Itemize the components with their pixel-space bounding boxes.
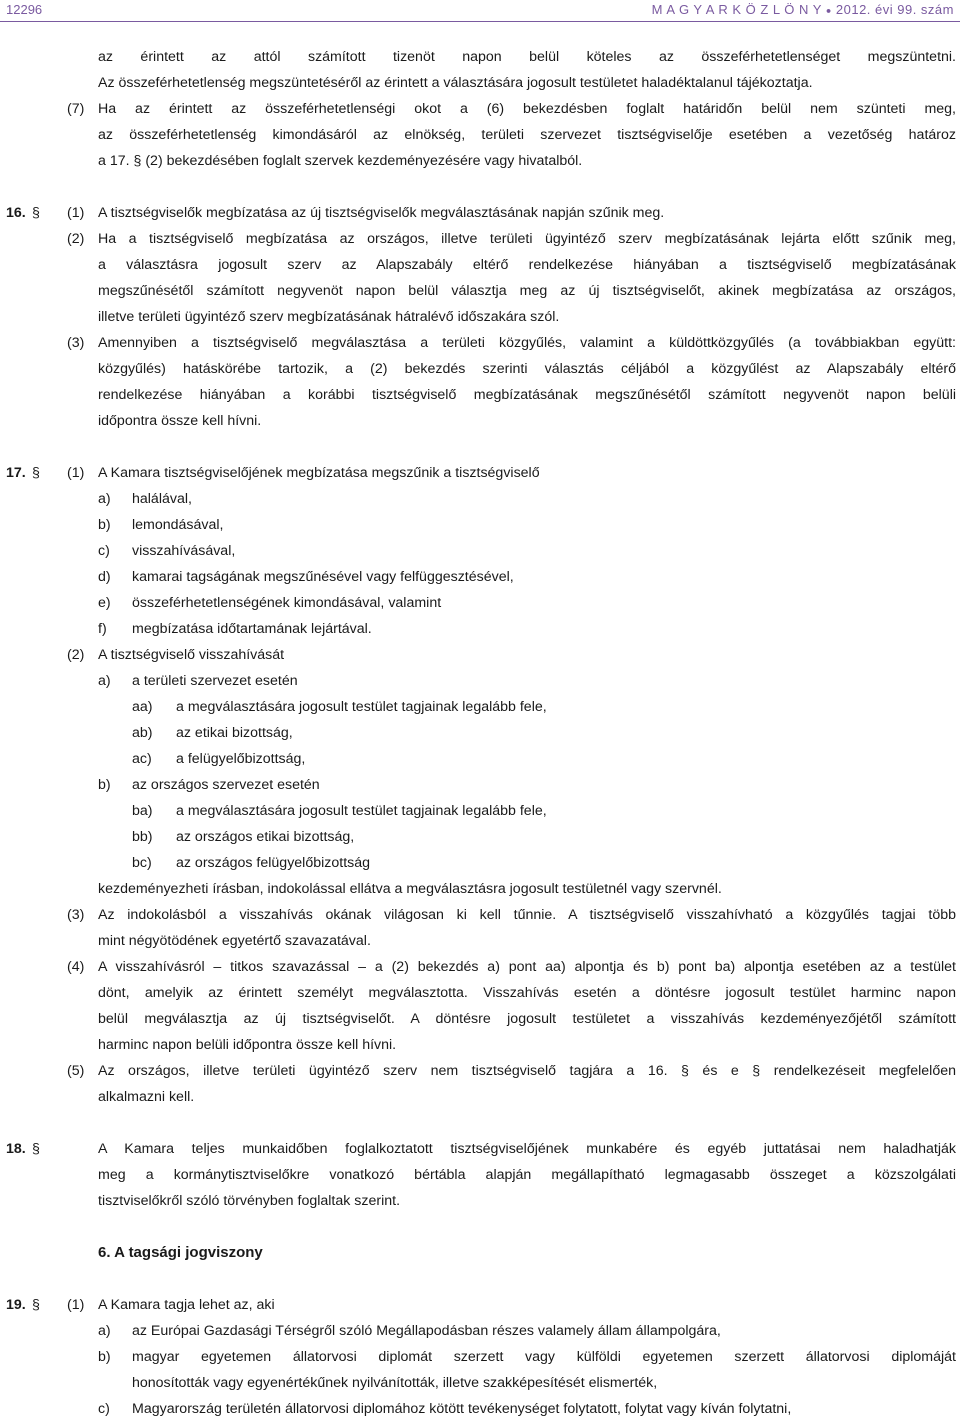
section-symbol: § [32,1297,40,1313]
sub-list-item: aa) a megválasztására jogosult testület tagjainak legalább fele, [132,699,547,715]
paragraph-number: (1) [67,205,85,221]
paragraph-number: (4) [67,959,85,975]
text-line: (2) Ha a tisztségviselő megbízatása az országos, illetve területi ügyintéző szerv megbízatásának lejárta előtt szűnik meg, [0,226,960,252]
journal-name: M A G Y A R K Ö Z L Ö N Y [651,2,822,17]
text-line: a választásra jogosult szerv az Alapszabály eltérő rendelkezése hiányában a tisztségviselő megbízatásának [98,257,956,273]
paragraph-number: (5) [67,1063,85,1079]
text-line: (2) A tisztségviselő visszahívását [0,642,960,668]
list-item: b) az országos szervezet esetén [98,777,320,793]
text-line: az összeférhetetlenség kimondásáról az elnökség, területi szervezet tisztségviselője esetében a vezetőség határoz [98,127,956,143]
sub-list-item: bc) az országos felügyelőbizottság [132,855,371,871]
text-line: (5) Az országos, illetve területi ügyintéző szerv nem tisztségviselő tagjára a 16. § és e § rendelkezéseit megfelelően [0,1058,960,1084]
text-line: mint négyötödének egyetértő szavazatával. [98,933,371,949]
section-17: 17. § (1) A Kamara tisztségviselőjének megbízatása megszűnik a tisztségviselő [0,460,960,486]
paragraph-7: (7) Ha az érintett az összeférhetetlenségi okot a (6) bekezdésben foglalt határidőn belül nem szünteti meg, [0,96,960,122]
section-symbol: § [32,1141,40,1157]
section-16: 16. § (1) A tisztségviselők megbízatása az új tisztségviselők megválasztásának napján szűnik meg. [0,200,960,226]
sub-list-item: bb) az országos etikai bizottság, [132,829,355,845]
chapter-heading: 6. A tagsági jogviszony [98,1244,263,1261]
list-item: e) összeférhetetlenségének kimondásával, valamint [98,595,442,611]
list-item: a) a területi szervezet esetén [98,673,298,689]
list-item: b) magyar egyetemen állatorvosi diplomát szerzett vagy külföldi egyetemen szerzett állatorvosi diplomáját [98,1349,956,1365]
section-number: 18. [6,1141,26,1157]
list-item: c) Magyarország területén állatorvosi diplomához kötött tevékenységet folytatott, folytat vagy kíván folytatni, [98,1401,792,1417]
text-line: megszűnésétől számított negyvenöt napon belül választja meg az új tisztségviselőt, akinek megbízatása az országos, [98,283,956,299]
paragraph-number: (1) [67,465,85,481]
document-body [0,44,960,1422]
header-divider [0,21,960,22]
section-symbol: § [32,205,40,221]
paragraph-number: (2) [67,231,85,247]
issue-label: 2012. évi 99. szám [835,2,954,17]
paragraph-number: (2) [67,647,85,663]
text-line: dönt, amelyik az érintett személyt megválasztotta. Visszahívás esetén a döntésre jogosult testület harminc napon [98,985,956,1001]
text-line: tisztviselőkről szóló törvényben foglaltak szerint. [98,1193,401,1209]
sub-list-item: ab) az etikai bizottság, [132,725,293,741]
journal-title [652,2,954,17]
list-item: honosították vagy egyenértékűnek nyilvánították, illetve szakképesítését elismerték, [132,1375,658,1391]
paragraph-number: (7) [67,101,85,117]
paragraph-number: (3) [67,335,85,351]
list-item: d) kamarai tagságának megszűnésével vagy felfüggesztésével, [98,569,514,585]
text-line: alkalmazni kell. [98,1089,195,1105]
list-item: a) halálával, [98,491,192,507]
text-line: illetve területi ügyintéző szerv megbízatásának hátralévő időszakára szól. [98,309,560,325]
page-number: 12296 [6,2,43,17]
text-line: időpontra össze kell hívni. [98,413,262,429]
text-line: belül megválasztja az új tisztségviselőt. A döntésre jogosult testületet a visszahívás kezdeményezőjétől számított [98,1011,956,1027]
list-item: b) lemondásával, [98,517,224,533]
section-number: 19. [6,1297,26,1313]
paragraph-number: (1) [67,1297,85,1313]
text-line: a 17. § (2) bekezdésében foglalt szervek kezdeményezésére vagy hivatalból. [98,153,583,169]
page-header [0,0,960,20]
bullet-icon: ● [825,5,832,16]
paragraph-number: (3) [67,907,85,923]
sub-list-item: ba) a megválasztására jogosult testület tagjainak legalább fele, [132,803,547,819]
text-line: kezdeményezheti írásban, indokolással ellátva a megválasztásra jogosult testületnél vagy szervnél. [98,881,722,897]
text-line: (3) Amennyiben a tisztségviselő megválasztása a területi közgyűlés, valamint a küldöttközgyűlés (a továbbiakban együtt: [0,330,960,356]
text-line: (3) Az indokolásból a visszahívás okának világosan ki kell tűnnie. A tisztségviselő visszahívható a közgyűlés tagjai több [0,902,960,928]
list-item: c) visszahívásával, [98,543,236,559]
text-line: meg a kormánytisztviselőkre vonatkozó bértábla alapján megállapítható legmagasabb összeget a közszolgálati [98,1167,956,1183]
section-19: 19. § (1) A Kamara tagja lehet az, aki [0,1292,960,1318]
text-line: (4) A visszahívásról – titkos szavazással – a (2) bekezdés a) pont aa) alpontja és b) pont ba) alpontja esetében az a testület [0,954,960,980]
list-item: f) megbízatása időtartamának lejártával. [98,621,372,637]
text-line: az érintett az attól számított tizenöt napon belül köteles az összeférhetetlenséget megszüntetni. [98,49,956,65]
text-line: közgyűlés) hatáskörébe tartozik, a (2) bekezdés szerinti választás céljából a közgyűlést az Alapszabály eltérő [98,361,956,377]
text-line: harminc napon belüli időpontra össze kell hívni. [98,1037,397,1053]
section-number: 16. [6,205,26,221]
section-number: 17. [6,465,26,481]
list-item: a) az Európai Gazdasági Térségről szóló Megállapodásban részes valamely állam állampolgára, [98,1323,721,1339]
section-18: 18. § A Kamara teljes munkaidőben foglalkoztatott tisztségviselőjének munkabére és egyéb juttatásai nem haladhatják [0,1136,960,1162]
text-line: Az összeférhetetlenség megszüntetéséről az érintett a választására jogosult testületet haladéktalanul tájékoztatja. [98,75,813,91]
text-line: rendelkezése hiányában a korábbi tisztségviselő megbízatásának megszűnésétől számított negyvenöt napon belüli [98,387,956,403]
section-symbol: § [32,465,40,481]
sub-list-item: ac) a felügyelőbizottság, [132,751,306,767]
